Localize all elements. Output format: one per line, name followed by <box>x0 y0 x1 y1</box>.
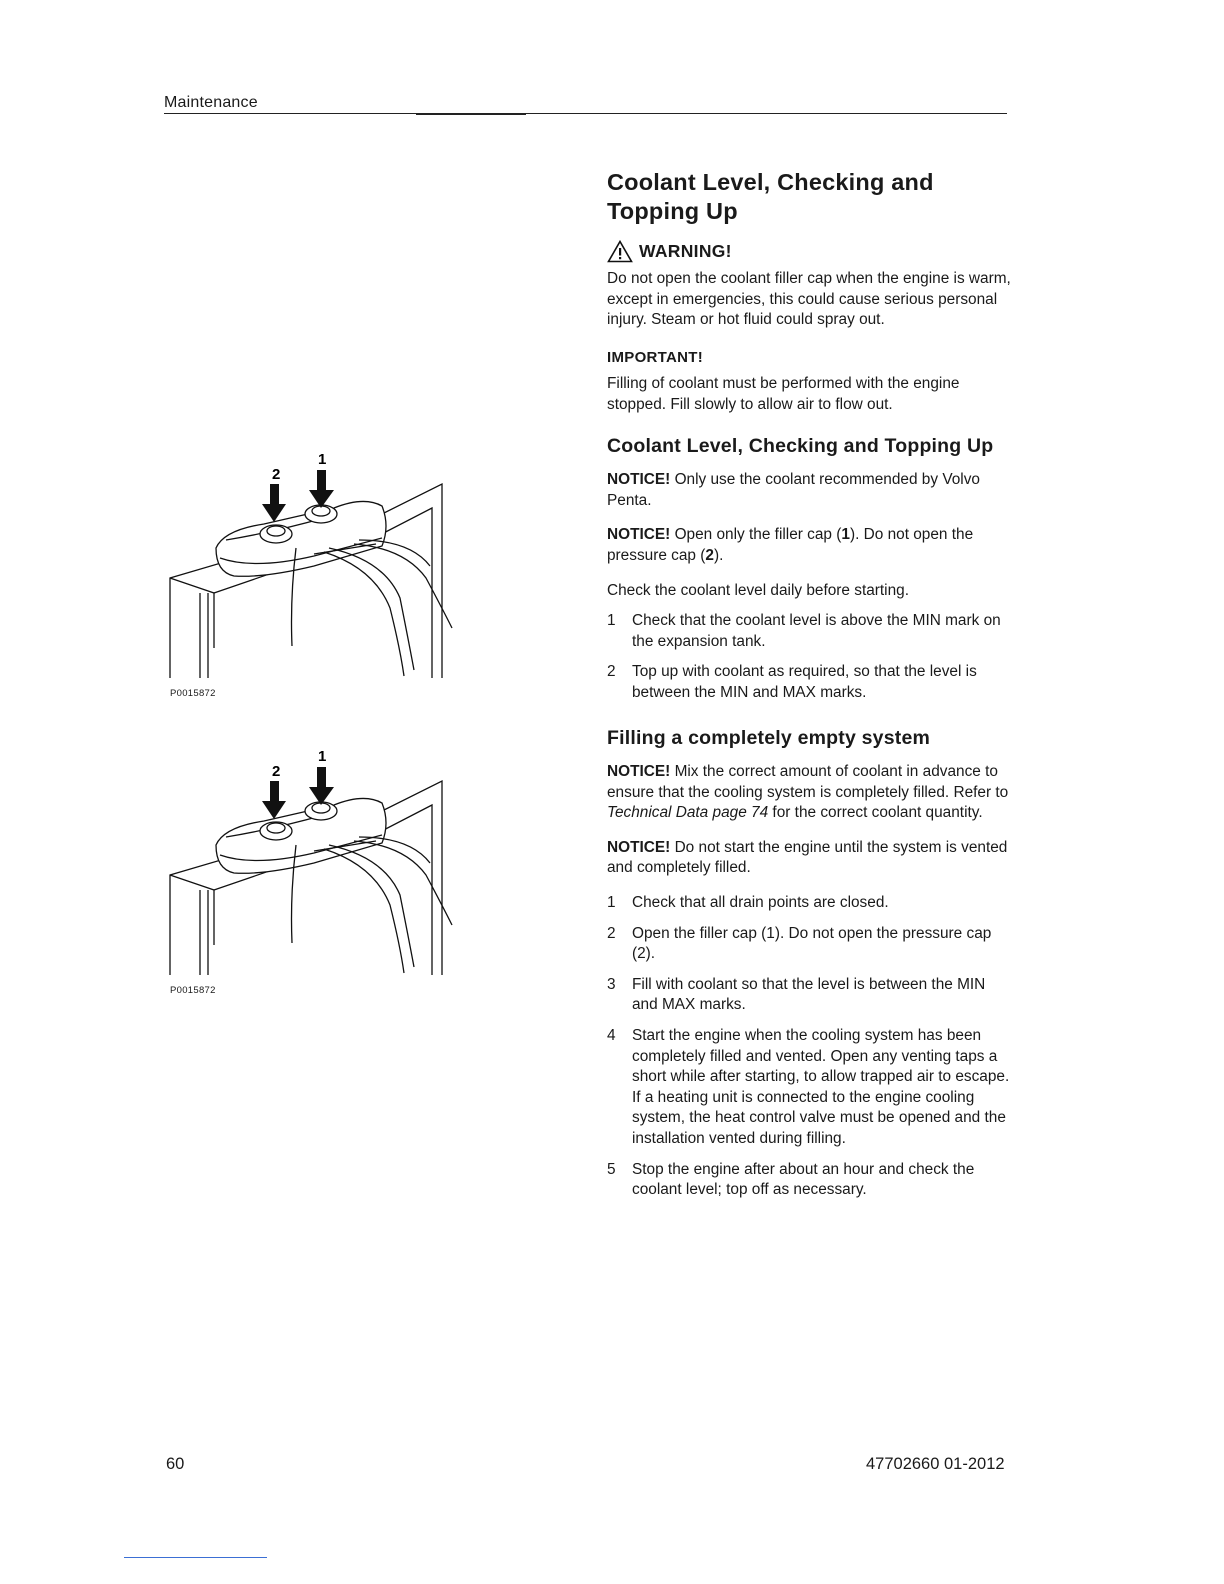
list-item: 2 Top up with coolant as required, so that the level is between the MIN and MAX marks. <box>607 663 977 701</box>
content-column <box>607 168 1012 1211</box>
bottom-link-line <box>124 1557 267 1558</box>
list-item: 5 Stop the engine after about an hour and check the coolant level; top off as necessary. <box>607 1160 975 1199</box>
section-header: Maintenance <box>164 94 258 111</box>
page-title: Coolant Level, Checking and Topping Up <box>607 169 934 224</box>
callout-2: 2 <box>272 763 281 780</box>
page-number: 60 <box>166 1455 185 1473</box>
warning-text: Do not open the coolant filler cap when the engine is warm, except in emergencies, this could cause serious personal injury. Steam or hot fluid could spray out. <box>607 270 1011 329</box>
list-item: 3 Fill with coolant so that the level is between the MIN and MAX marks. <box>607 975 986 1014</box>
notice-label: NOTICE! <box>607 471 671 489</box>
section-heading-checking: Coolant Level, Checking and Topping Up <box>607 434 994 457</box>
expansion-tank-illustration <box>164 745 464 985</box>
header-rule-accent <box>416 114 526 115</box>
notice-coolant-type: NOTICE! Only use the coolant recommended by Volvo Penta. <box>607 471 980 509</box>
notice-label: NOTICE! <box>607 838 671 856</box>
callout-2: 2 <box>272 466 281 483</box>
document-id: 47702660 01-2012 <box>866 1455 1005 1473</box>
list-item: 1 Check that the coolant level is above the MIN mark on the expansion tank. <box>607 612 1001 650</box>
notice-label: NOTICE! <box>607 763 671 781</box>
header-rule <box>164 113 1007 114</box>
filling-steps <box>607 893 1012 1201</box>
check-intro: Check the coolant level daily before starting. <box>607 581 909 599</box>
callout-1: 1 <box>318 451 327 468</box>
important-text: Filling of coolant must be performed with the engine stopped. Fill slowly to allow air to flow out. <box>607 375 960 413</box>
warning-heading <box>607 240 1012 263</box>
figure-code: P0015872 <box>170 985 216 996</box>
figure-expansion-tank-1 <box>164 448 464 699</box>
checking-steps <box>607 611 1012 703</box>
list-item: 2 Open the filler cap (1). Do not open the pressure cap (2). <box>607 924 992 963</box>
warning-label: WARNING! <box>639 241 732 262</box>
technical-data-reference: Technical Data page 74 <box>607 804 769 822</box>
section-heading-filling: Filling a completely empty system <box>607 726 931 749</box>
figure-expansion-tank-2 <box>164 745 464 996</box>
important-label: IMPORTANT! <box>607 348 704 366</box>
expansion-tank-illustration <box>164 448 464 688</box>
notice-filler-cap: NOTICE! Open only the filler cap (1). Do not open the pressure cap (2). <box>607 526 974 564</box>
warning-triangle-icon <box>607 240 633 263</box>
notice-label: NOTICE! <box>607 526 671 544</box>
callout-1: 1 <box>318 748 327 765</box>
notice-do-not-start: NOTICE! Do not start the engine until the system is vented and completely filled. <box>607 838 1008 877</box>
list-item: 4 Start the engine when the cooling system has been completely filled and vented. Open any venting taps a short while after starting, to allow trapped air to escape. If a heating unit is connected to the engine cooling system, the heat control valve must be opened and the installation vented during filling. <box>607 1027 1010 1147</box>
notice-mix-coolant: NOTICE! Mix the correct amount of coolant in advance to ensure that the cooling system is completely filled. Refer to Technical Data page 74 for the correct coolant quantity. <box>607 763 1009 822</box>
figure-code: P0015872 <box>170 688 216 699</box>
list-item: 1 Check that all drain points are closed. <box>607 894 889 912</box>
